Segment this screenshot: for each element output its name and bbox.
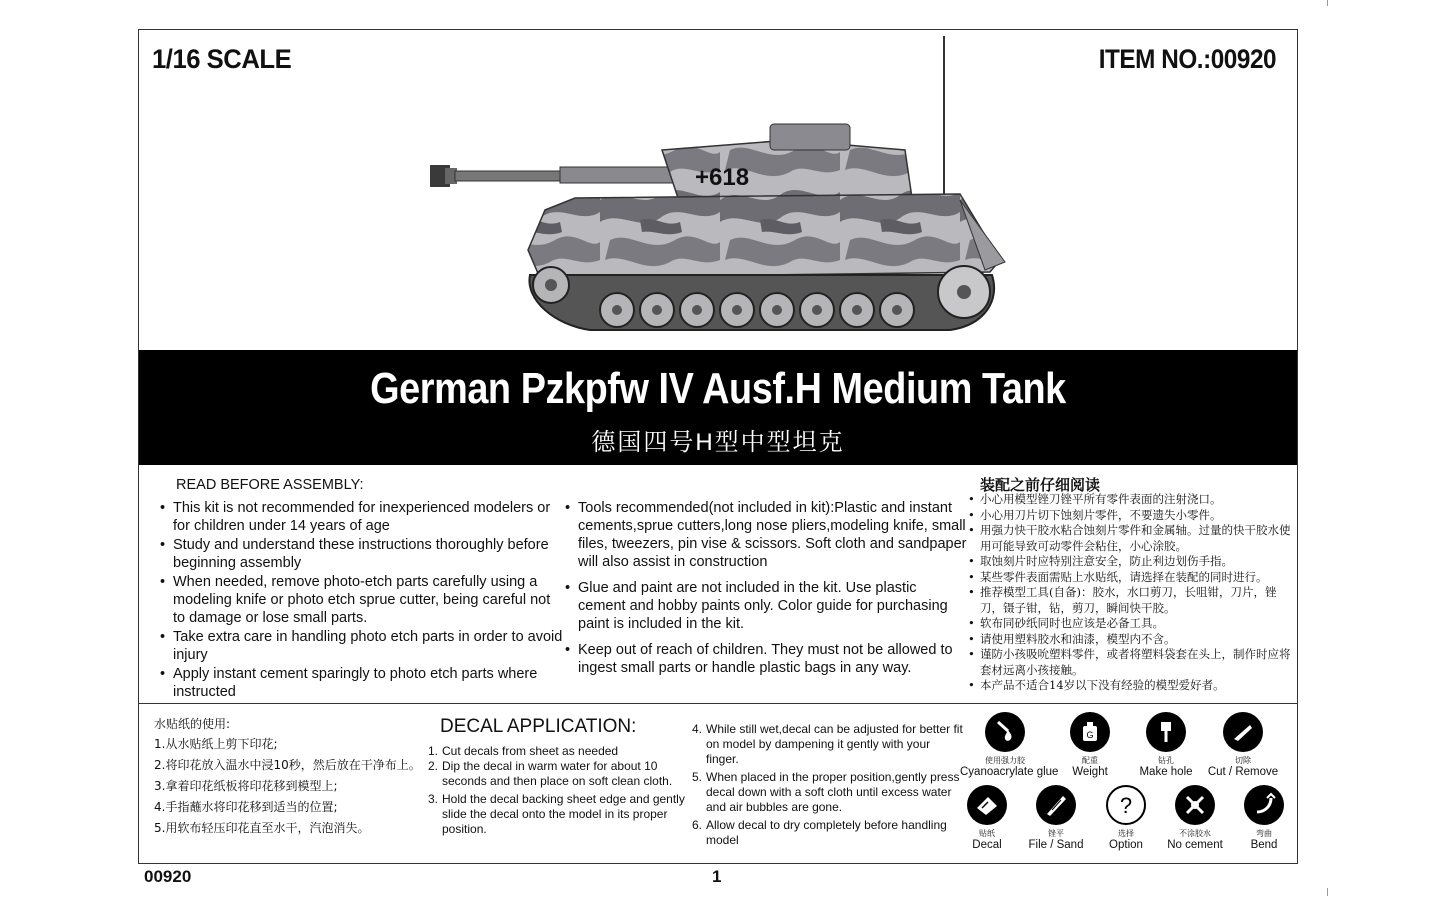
- list-item: 5. When placed in the proper position,gently press decal down with a soft cloth until excess water and air bubbles are gone.: [692, 770, 960, 814]
- list-item: • Glue and paint are not included in the kit. Use plastic cement and hobby paints only. Color guide for purchasing paint is included in the kit.: [565, 580, 948, 632]
- symbol-legend: [958, 712, 1294, 862]
- list-item: • This kit is not recommended for inexperienced modelers or for children under 14 years of age: [160, 500, 551, 534]
- list-item: • 请使用塑料胶水和油漆，模型内不含。: [968, 631, 1176, 646]
- symbol-no-cement: 不涂胶水 No cement: [1160, 785, 1230, 852]
- read-before-list-1: [160, 499, 563, 702]
- title-banner: [139, 350, 1297, 465]
- knife-icon: [1223, 712, 1263, 752]
- crop-mark: [1327, 0, 1328, 6]
- read-before-list-2: [565, 499, 968, 678]
- title-chinese: 德国四号H型中型坦克: [591, 429, 845, 456]
- tank-marking: +618: [695, 164, 750, 191]
- water-decal-title: 水贴纸的使用:: [154, 717, 231, 731]
- list-item: • When needed, remove photo-etch parts carefully using a modeling knife or photo etch sprue cutter, being careful not to damage or lose small parts.: [160, 574, 551, 626]
- list-item: • 推荐模型工具(自备)：胶水，水口剪刀，长咀钳，刀片，锉刀，镊子钳，钻，剪刀，瞬间快干胶。: [968, 585, 1277, 615]
- list-item: 2.将印花放入温水中浸10秒，然后放在干净布上。: [154, 758, 421, 772]
- list-item: 3. Hold the decal backing sheet edge and gently slide the decal onto the model in its proper position.: [428, 792, 685, 836]
- list-item: • Keep out of reach of children. They must not be allowed to ingest small parts or handle plastic bags in any way.: [565, 642, 953, 676]
- list-item: 4.手指蘸水将印花移到适当的位置;: [154, 800, 338, 814]
- scale-label: 1/16 SCALE: [152, 44, 292, 74]
- symbol-glue: 使用强力胶 Cyanoacrylate glue: [970, 712, 1040, 779]
- list-item: • 某些零件表面需贴上水贴纸，请选择在装配的同时进行。: [968, 569, 1268, 584]
- bend-icon: [1244, 785, 1284, 825]
- list-item: 6. Allow decal to dry completely before handling model: [692, 818, 947, 847]
- list-item: 4. While still wet,decal can be adjusted for better fit on model by dampening it gently with your finger.: [692, 722, 963, 766]
- decal-application-title: DECAL APPLICATION:: [440, 716, 637, 737]
- list-item: 3.拿着印花纸板将印花移到模型上;: [154, 779, 338, 793]
- symbol-cut: 切除 Cut / Remove: [1208, 712, 1278, 779]
- item-number: ITEM NO.:00920: [1098, 44, 1276, 74]
- list-item: 2. Dip the decal in warm water for about 10 seconds and then place on soft clean cloth.: [428, 759, 673, 788]
- question-icon: [1106, 785, 1146, 825]
- page-number: 1: [712, 867, 722, 886]
- tank-illustration: [420, 36, 1020, 342]
- drill-icon: [1146, 712, 1186, 752]
- list-item: • 小心用模型锉刀锉平所有零件表面的注射浇口。: [968, 492, 1222, 506]
- symbol-decal: 贴纸 Decal: [952, 785, 1022, 852]
- symbol-option: ? 选择 Option: [1091, 785, 1161, 852]
- list-item: • 本产品不适合14岁以下没有经验的模型爱好者。: [968, 678, 1225, 692]
- svg-text:?: ?: [1119, 793, 1133, 818]
- symbol-bend: 弯曲 Bend: [1229, 785, 1299, 852]
- list-item: • 小心用刀片切下蚀刻片零件，不要遗失小零件。: [968, 507, 1222, 522]
- glue-drop-icon: [985, 712, 1025, 752]
- list-item: • 谨防小孩吸吮塑料零件，或者将塑料袋套在头上，制作时应将套材远离小孩接触。: [968, 647, 1291, 677]
- weight-icon: [1070, 712, 1110, 752]
- title-english: German Pzkpfw IV Ausf.H Medium Tank: [370, 364, 1066, 413]
- section-divider: [139, 703, 1297, 704]
- list-item: • 用强力快干胶水粘合蚀刻片零件和金属轴。过量的快干胶水使用可能导致可动零件会粘住，小心涂胶。: [968, 523, 1291, 553]
- list-item: • Study and understand these instructions thoroughly before beginning assembly: [160, 537, 549, 571]
- zh-notes-title: 装配之前仔细阅读: [980, 476, 1101, 494]
- read-before-title: READ BEFORE ASSEMBLY:: [176, 477, 364, 493]
- decal-steps-right: [694, 722, 964, 851]
- symbol-file: 锉平 File / Sand: [1021, 785, 1091, 852]
- symbol-weight: G 配重 Weight: [1055, 712, 1125, 779]
- no-cement-icon: [1175, 785, 1215, 825]
- file-icon: [1036, 785, 1076, 825]
- decal-steps-left: [430, 744, 690, 840]
- water-decal-list: [154, 734, 421, 839]
- list-item: 1.从水贴纸上剪下印花;: [154, 737, 278, 751]
- symbol-drill: 钻孔 Make hole: [1131, 712, 1201, 779]
- list-item: • Tools recommended(not included in kit):Plastic and instant cements,sprue cutters,long nose pliers,modeling knife, small files, tweezers, pin vise & scissors. Soft cloth and sandpaper will also assist in construction: [565, 500, 967, 570]
- list-item: • 软布同砂纸同时也应该是必备工具。: [968, 616, 1164, 630]
- list-item: 1. Cut decals from sheet as needed: [428, 744, 619, 758]
- list-item: • Apply instant cement sparingly to photo etch parts where instructed: [160, 666, 538, 700]
- svg-text:G: G: [1086, 730, 1094, 740]
- list-item: • 取蚀刻片时应特别注意安全，防止利边划伤手指。: [968, 554, 1233, 568]
- decal-icon: [967, 785, 1007, 825]
- footer-item-number: 00920: [144, 867, 192, 886]
- list-item: 5.用软布轻压印花直至水干，汽泡消失。: [154, 821, 370, 835]
- crop-mark: [1327, 888, 1328, 896]
- list-item: • Take extra care in handling photo etch parts in order to avoid injury: [160, 629, 563, 663]
- zh-notes-list: [968, 492, 1298, 694]
